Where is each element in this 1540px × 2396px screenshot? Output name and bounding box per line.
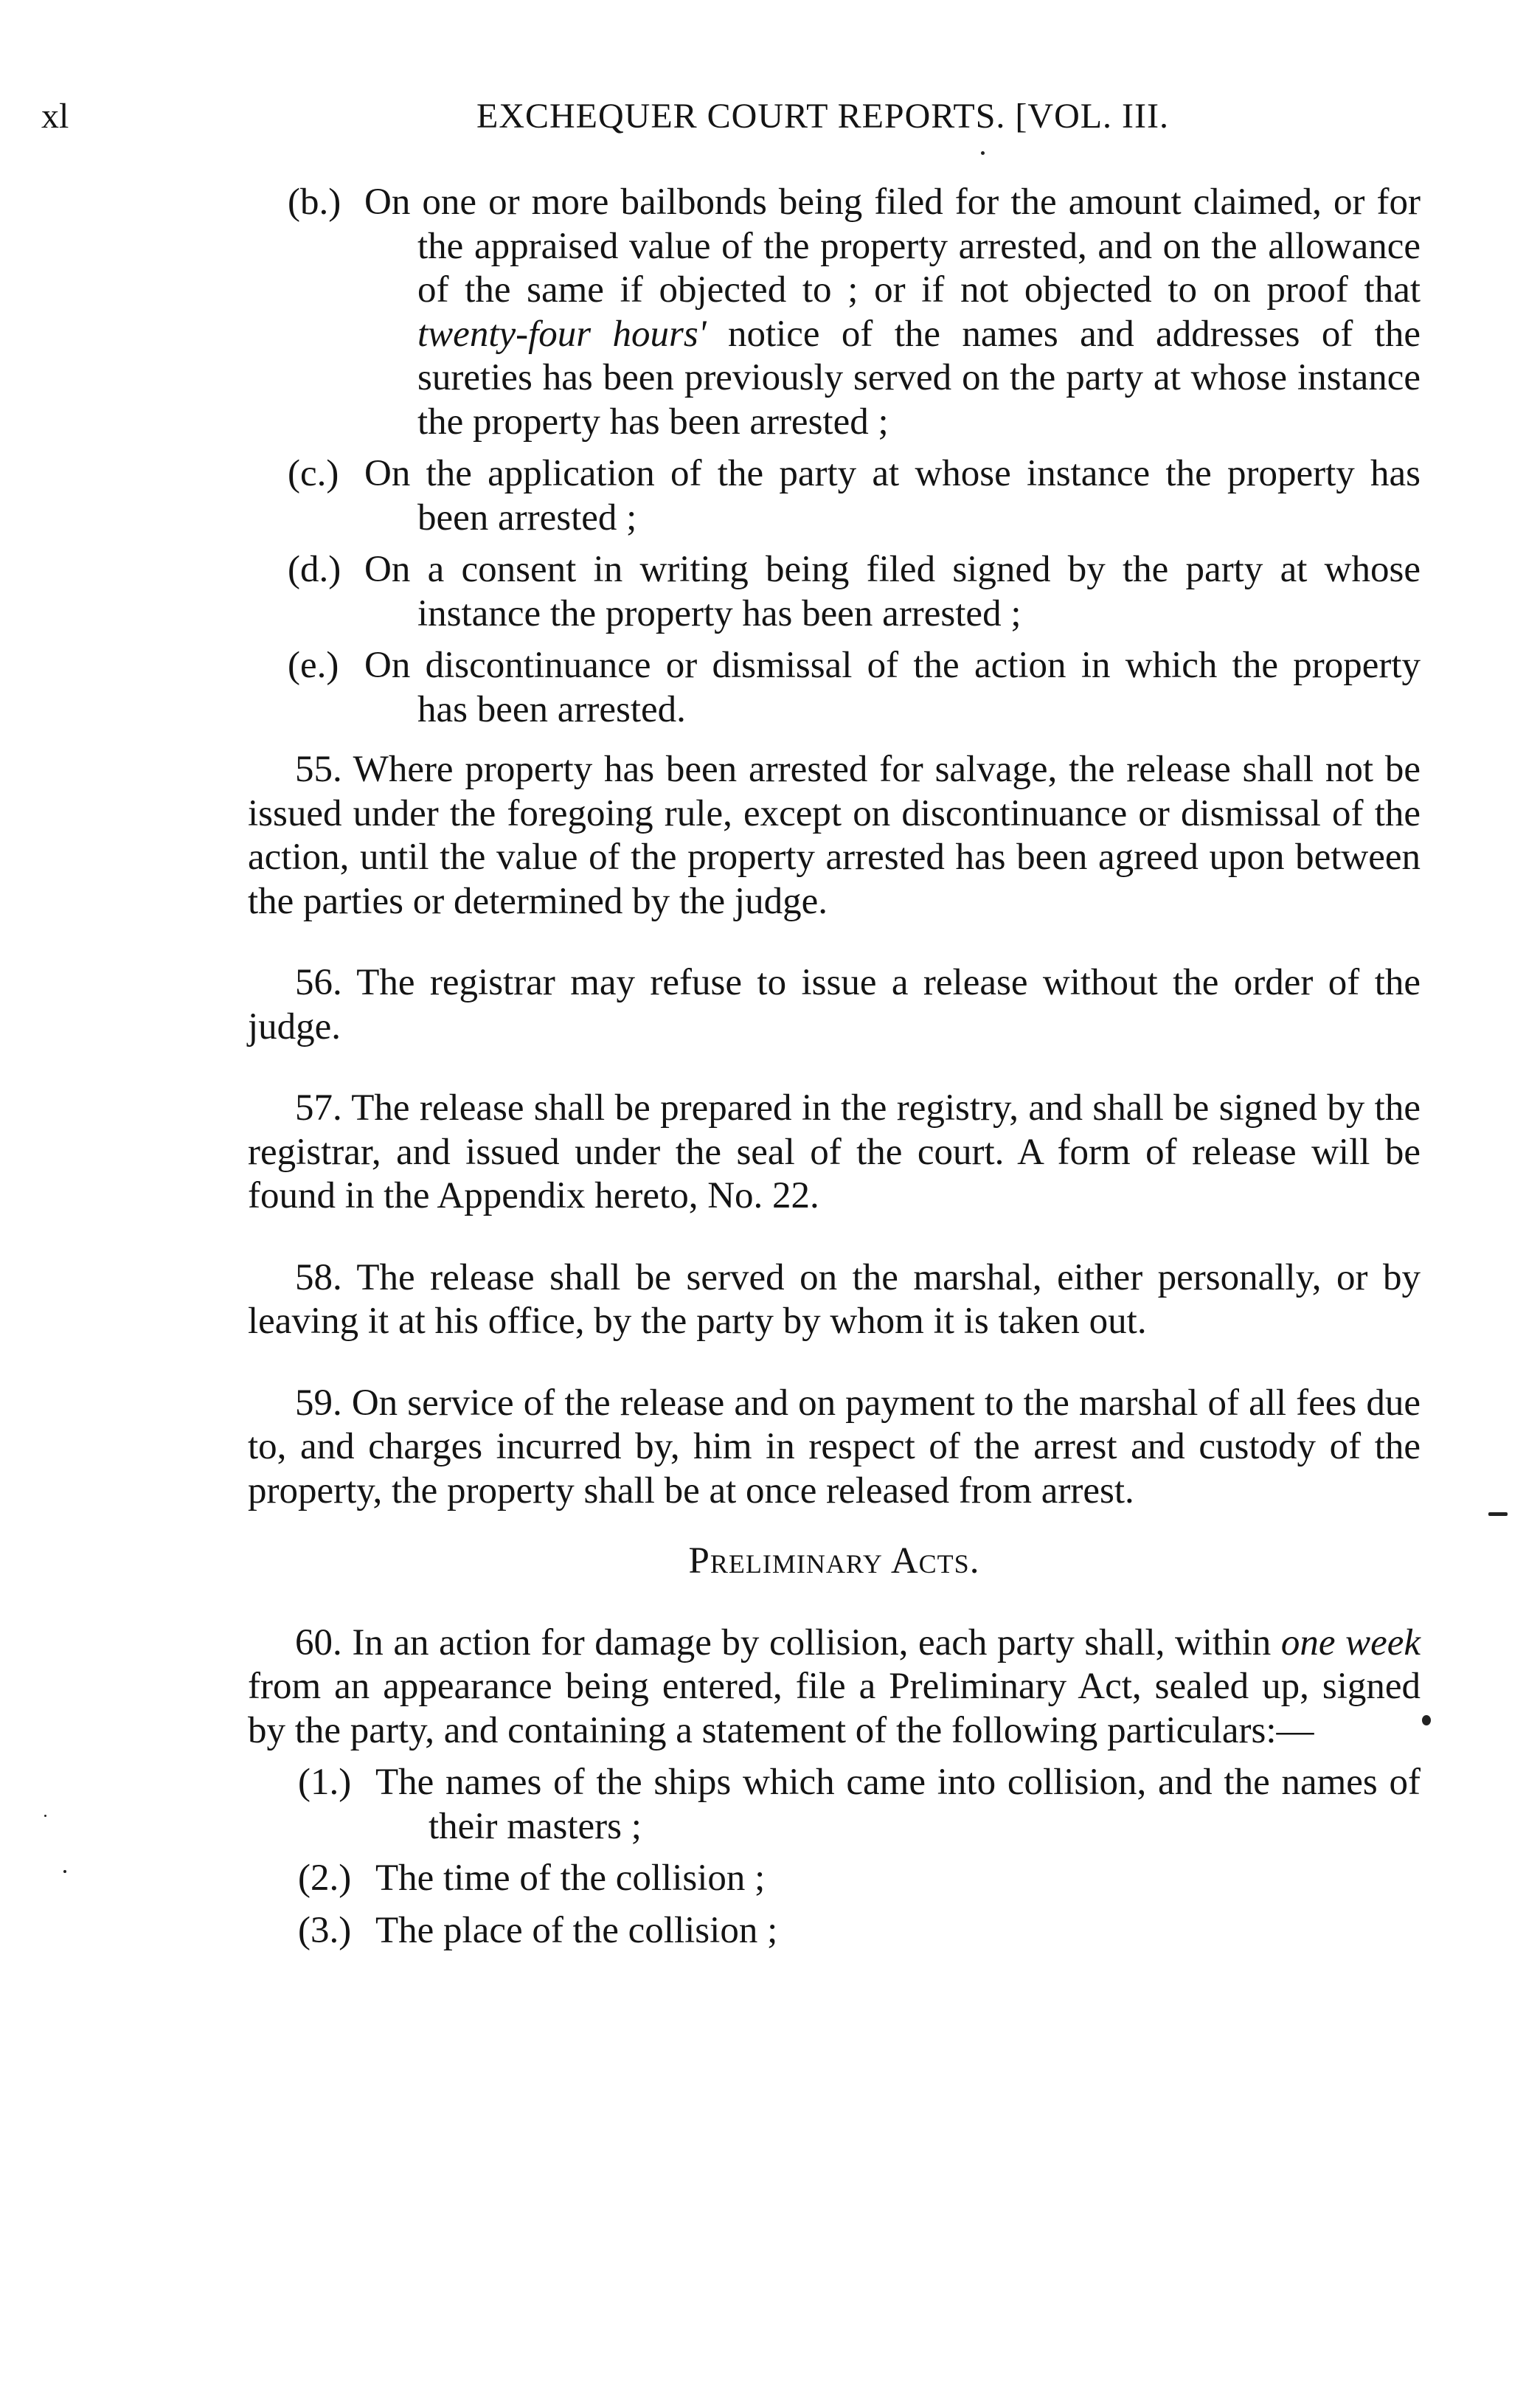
scan-speck: [63, 1870, 66, 1873]
item-text: The place of the collision ;: [375, 1909, 778, 1951]
body-text: [248, 181, 1421, 1961]
item-marker: (b.): [288, 181, 341, 223]
section-heading: Preliminary Acts.: [688, 1540, 980, 1582]
item-marker: (c.): [288, 453, 339, 494]
item-text: On discontinuance or dismissal of the action in which the property has been arrested.: [364, 645, 1421, 730]
page-folio: xl: [41, 97, 69, 136]
rule-56: 56. The registrar may refuse to issue a release without the order of the judge.: [248, 962, 1421, 1048]
page-header: [41, 87, 1428, 146]
item-marker: (d.): [288, 549, 341, 590]
list-item-1: [248, 1761, 1421, 1849]
item-text: On the application of the party at whose instance the property has been arrested ;: [364, 453, 1421, 539]
item-marker: (e.): [288, 645, 339, 686]
item-marker: (2.): [298, 1857, 352, 1899]
scan-speck: [44, 1815, 46, 1817]
running-title: EXCHEQUER COURT REPORTS. [VOL. III.: [476, 97, 1170, 136]
item-text: The names of the ships which came into collision, and the names of their masters ;: [375, 1762, 1421, 1847]
rule-text-part: 60. In an action for damage by collision, each party shall, within: [295, 1621, 1281, 1663]
item-text-part: notice of the names and addresses of the sureties has been previously served on the party at whose instance the property has been arrested ;: [417, 313, 1421, 443]
item-italic-text: twenty-four hours': [417, 313, 707, 355]
item-text: On a consent in writing being filed signed by the party at whose instance the property has been arrested ;: [364, 549, 1421, 634]
list-item-d: [248, 548, 1421, 636]
rule-55: 55. Where property has been arrested for salvage, the release shall not be issued under the foregoing rule, except on discontinuance or dismissal of the action, until the value of the property arrested has been agreed upon between the parties or determined by the judge.: [248, 749, 1421, 922]
item-text-part: On one or more bailbonds being filed for the amount claimed, or for the appraised value of the property arrested, and on the allowance of the same if objected to ; or if not objected to on proof that: [364, 181, 1421, 311]
item-marker: (3.): [298, 1909, 352, 1951]
rule-italic-text: one week: [1280, 1621, 1421, 1663]
scan-speck: [981, 151, 985, 155]
list-item-b: [248, 181, 1421, 444]
rule-58: 58. The release shall be served on the marshal, either personally, or by leaving it at his office, by the party by whom it is taken out.: [248, 1256, 1421, 1342]
list-item-3: [248, 1909, 1421, 1953]
list-item-c: [248, 452, 1421, 540]
scan-speck: [1422, 1715, 1431, 1725]
list-item-2: [248, 1857, 1421, 1901]
scan-speck: [1488, 1512, 1508, 1516]
item-text: The time of the collision ;: [375, 1857, 766, 1899]
rule-59: 59. On service of the release and on payment to the marshal of all fees due to, and charges incurred by, him in respect of the arrest and custody of the property, the property shall be at once released from arrest.: [248, 1382, 1421, 1512]
rule-57: 57. The release shall be prepared in the registry, and shall be signed by the registrar, and issued under the seal of the court. A form of release will be found in the Appendix hereto, No. 22.: [248, 1087, 1421, 1216]
item-text: [364, 181, 1421, 444]
item-marker: (1.): [298, 1762, 352, 1803]
rule-60: [248, 1621, 1421, 1753]
list-item-e: [248, 644, 1421, 732]
rule-text-part: from an appearance being entered, file a Preliminary Act, sealed up, signed by the party, and containing a statement of the following particulars:—: [248, 1666, 1421, 1751]
